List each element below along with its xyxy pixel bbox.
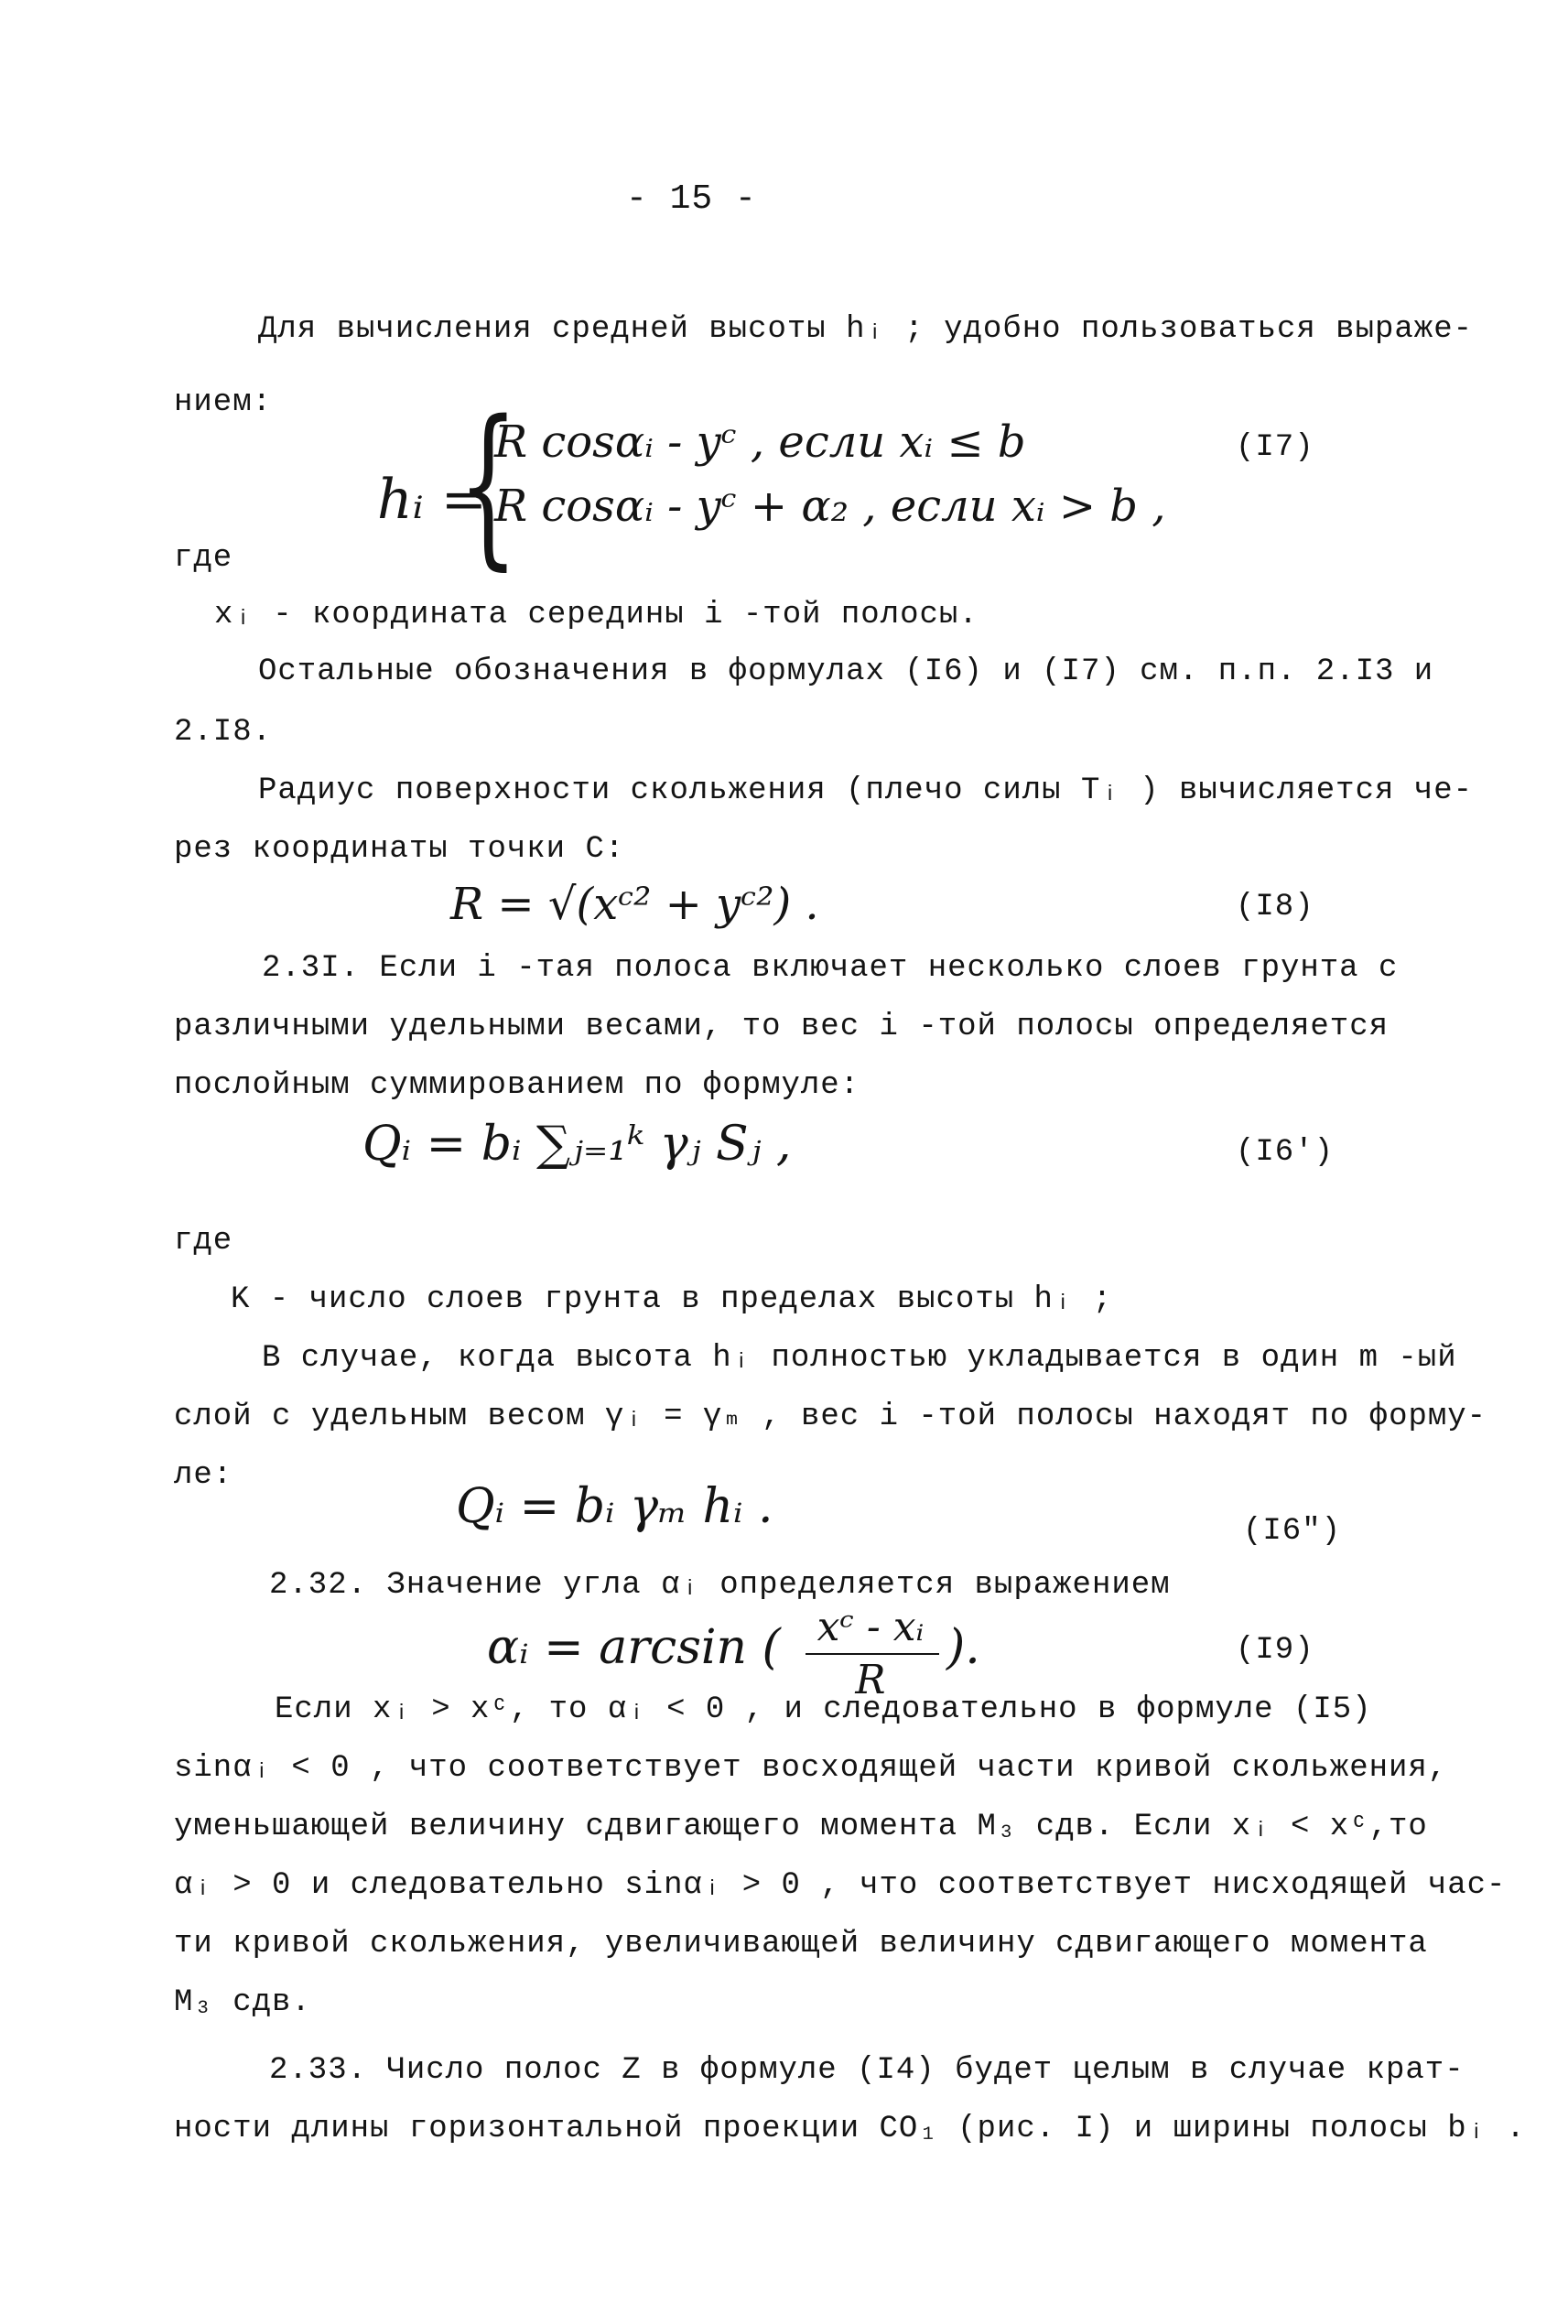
formula-19-numerator: xᶜ - xᵢ — [816, 1604, 925, 1650]
text-line: ле: — [174, 1458, 233, 1493]
text-line: 2.32. Значение угла αᵢ определяется выражением — [269, 1568, 1171, 1603]
formula-18: R = √(xᶜ² + yᶜ²) . — [450, 879, 819, 930]
text-line: xᵢ - координата середины i -той полосы. — [214, 598, 979, 632]
text-line: слой с удельным весом γᵢ = γₘ , вес i -той полосы находят по форму- — [174, 1400, 1487, 1434]
formula-16-prime: Qᵢ = bᵢ ∑ⱼ₌₁ᵏ γⱼ Sⱼ , — [362, 1117, 792, 1172]
equation-number-16-double-prime: (I6") — [1243, 1514, 1342, 1549]
text-line: Остальные обозначения в формулах (I6) и (I7) см. п.п. 2.I3 и — [258, 654, 1434, 689]
text-line: рез координаты точки С: — [174, 832, 625, 867]
text-line: M₃ сдв. — [174, 1985, 311, 2020]
formula-16-double-prime: Qᵢ = bᵢ γₘ hᵢ . — [456, 1479, 773, 1534]
text-line: В случае, когда высота hᵢ полностью укладывается в один m -ый — [262, 1341, 1457, 1376]
text-line: Радиус поверхности скольжения (плечо силы Tᵢ ) вычисляется че- — [258, 773, 1474, 808]
formula-19-rhs: ). — [946, 1620, 980, 1675]
text-line: ти кривой скольжения, увеличивающей величину сдвигающего момента — [174, 1927, 1428, 1962]
text-line: αᵢ > 0 и следовательно sinαᵢ > 0 , что соответствует нисходящей час- — [174, 1868, 1507, 1903]
formula-17-lhs: hᵢ = — [377, 468, 488, 532]
formula-19-denominator: R — [855, 1657, 886, 1703]
page-number: - 15 - — [626, 179, 757, 219]
text-line: 2.33. Число полос Z в формуле (I4) будет целым в случае крат- — [269, 2053, 1465, 2088]
text-line: Для вычисления средней высоты hᵢ ; удобно пользоваться выраже- — [258, 312, 1474, 347]
text-line: ности длины горизонтальной проекции CO₁ (рис. I) и ширины полосы bᵢ . — [174, 2112, 1526, 2146]
formula-17-brace: { — [458, 384, 519, 586]
equation-number-17: (I7) — [1236, 430, 1314, 465]
formula-17-row2: R cosαᵢ - yᶜ + α₂ , если xᵢ > b , — [494, 481, 1166, 532]
text-line: K - число слоев грунта в пределах высоты hᵢ ; — [231, 1282, 1113, 1317]
equation-number-19: (I9) — [1236, 1633, 1314, 1668]
equation-number-16-prime: (I6') — [1236, 1135, 1335, 1170]
text-line: послойным суммированием по формуле: — [174, 1068, 860, 1103]
formula-19-fraction-bar — [806, 1653, 939, 1655]
equation-number-18: (I8) — [1236, 890, 1314, 924]
text-line: 2.I8. — [174, 715, 273, 750]
text-line: где — [174, 541, 233, 576]
formula-17-row1: R cosαᵢ - yᶜ , если xᵢ ≤ b — [494, 416, 1026, 468]
text-line: различными удельными весами, то вес i -той полосы определяется — [174, 1010, 1390, 1044]
formula-19-lhs: αᵢ = arcsin ( — [487, 1620, 781, 1675]
text-line: где — [174, 1224, 233, 1259]
text-line: Если xᵢ > xᶜ, то αᵢ < 0 , и следовательно в формуле (I5) — [275, 1692, 1372, 1727]
text-line: нием: — [174, 385, 273, 420]
text-line: уменьшающей величину сдвигающего момента M₃ сдв. Если xᵢ < xᶜ,то — [174, 1810, 1428, 1844]
text-line: 2.3I. Если i -тая полоса включает несколько слоев грунта с — [262, 951, 1399, 986]
text-line: sinαᵢ < 0 , что соответствует восходящей части кривой скольжения, — [174, 1751, 1448, 1786]
